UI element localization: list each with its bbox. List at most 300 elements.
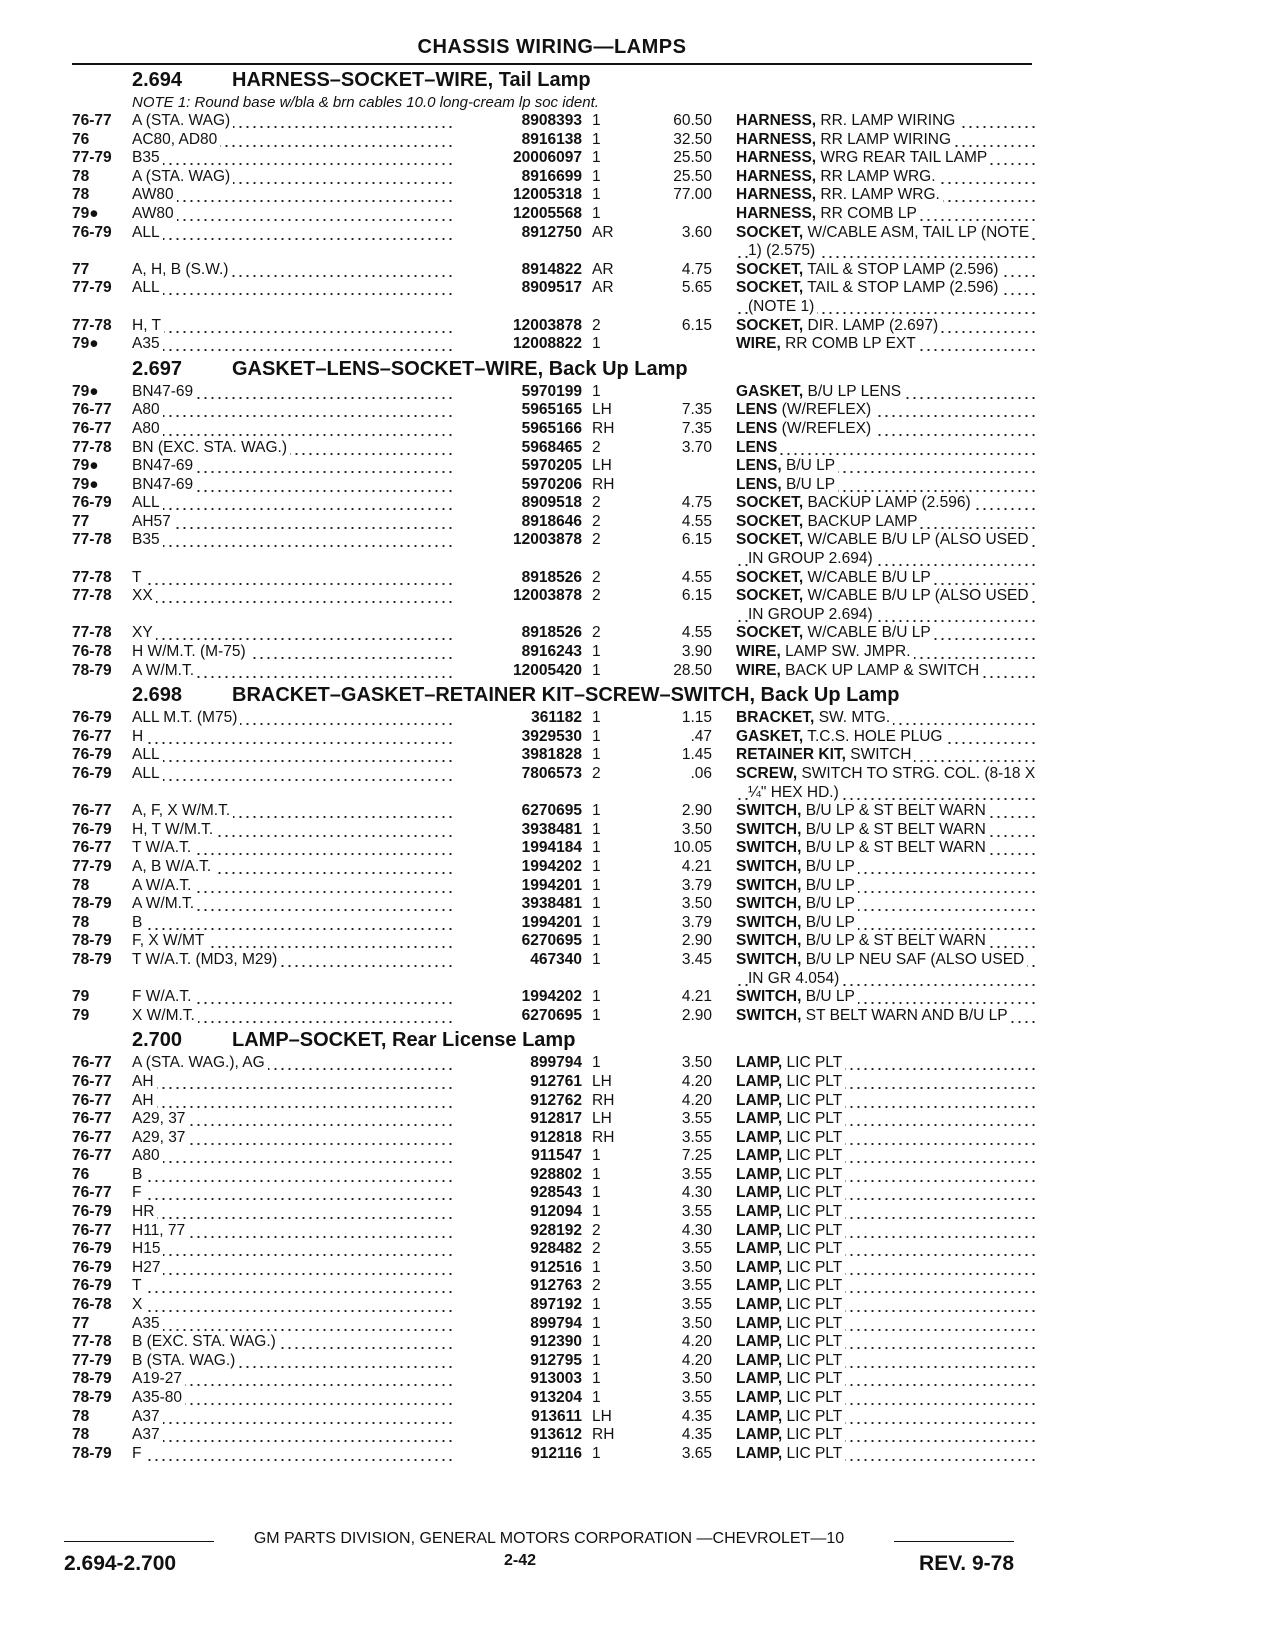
table-row [72, 279, 1032, 298]
section-heading [132, 69, 1032, 92]
description [736, 1277, 1036, 1296]
description-text [736, 821, 989, 838]
description [736, 1408, 1036, 1427]
description-text [736, 895, 858, 912]
part-number: 8918646 [521, 512, 582, 530]
price: 3.90 [681, 643, 712, 661]
application [132, 951, 454, 970]
model-year: 77-79 [72, 279, 112, 297]
description-detail: B/U LP [805, 857, 855, 875]
table-row [72, 1408, 1032, 1427]
quantity: 1 [592, 1444, 601, 1462]
description-text [736, 728, 945, 745]
description [736, 624, 1036, 643]
model-year: 76-77 [72, 1110, 112, 1128]
price: 2.90 [681, 802, 712, 820]
price: 60.50 [673, 112, 712, 129]
description-detail: WRG REAR TAIL LAMP [820, 149, 988, 167]
description [736, 168, 1036, 187]
description-detail: B/U LP & ST BELT WARN [805, 932, 986, 950]
section-title: HARNESS–SOCKET–WIRE, Tail Lamp [232, 69, 591, 91]
quantity: 2 [592, 568, 601, 586]
description-detail: (W/REFLEX) [781, 419, 872, 437]
description-text [736, 802, 989, 819]
description-text [736, 1054, 845, 1071]
application [132, 988, 454, 1007]
price: 3.45 [681, 950, 712, 968]
application [132, 383, 454, 402]
model-year: 78 [72, 1426, 90, 1444]
table-row [72, 569, 1032, 588]
description-text [736, 224, 1032, 241]
table-row [72, 1007, 1032, 1026]
table-row [72, 131, 1032, 150]
quantity: 1 [592, 1006, 601, 1024]
description-text [736, 587, 1032, 604]
section-title: LAMP–SOCKET, Rear License Lamp [232, 1029, 576, 1052]
description-detail: W/CABLE B/U LP (ALSO USED [807, 531, 1029, 549]
application [132, 1203, 454, 1222]
application [132, 746, 454, 765]
description [736, 1352, 1036, 1371]
application [132, 802, 454, 821]
price: 4.30 [681, 1221, 712, 1239]
description-noun: LAMP, [736, 1203, 783, 1221]
description-text [736, 1222, 845, 1239]
part-number: 12003878 [513, 587, 582, 605]
part-number: 912094 [530, 1203, 582, 1221]
application [132, 1408, 454, 1427]
table-row [72, 335, 1032, 354]
description-noun: SOCKET, [736, 512, 804, 530]
model-year: 77 [72, 512, 90, 530]
description-text [736, 186, 943, 203]
price: 4.55 [681, 512, 712, 530]
description-detail: ¼" HEX HD.) [748, 783, 839, 801]
description-text [736, 1277, 845, 1294]
description-text [736, 1184, 845, 1201]
application [132, 765, 454, 784]
footer-rule-right [894, 1541, 1014, 1542]
table-row [72, 877, 1032, 896]
quantity: 2 [592, 587, 601, 605]
application-text: H, T [132, 317, 164, 334]
model-year: 76-77 [72, 419, 112, 437]
description [736, 457, 1036, 476]
table-row [72, 643, 1032, 662]
table-row [72, 1222, 1032, 1241]
part-number: 8916699 [521, 167, 582, 185]
application [132, 1315, 454, 1334]
description-noun: LENS, [736, 457, 782, 475]
description [736, 205, 1036, 224]
section-title: BRACKET–GASKET–RETAINER KIT–SCREW–SWITCH, Back Up Lamp [232, 684, 900, 707]
application-text: T [132, 1277, 144, 1294]
application [132, 1073, 454, 1092]
table-row [72, 839, 1032, 858]
part-number: 3938481 [521, 820, 582, 838]
section-heading [132, 358, 1032, 381]
part-number: 5965165 [521, 401, 582, 419]
application-text: A, B W/A.T. [132, 858, 214, 875]
application-text: A, H, B (S.W.) [132, 261, 231, 278]
price: 3.50 [681, 1054, 712, 1072]
model-year: 76-77 [72, 401, 112, 419]
part-number: 6270695 [521, 932, 582, 950]
price: .47 [690, 727, 712, 745]
table-row [72, 1426, 1032, 1445]
quantity: 1 [592, 727, 601, 745]
price: 25.50 [673, 149, 712, 167]
description-noun: SWITCH, [736, 802, 802, 820]
application [132, 317, 454, 336]
description-noun: LAMP, [736, 1258, 783, 1276]
model-year: 76-77 [72, 727, 112, 745]
description [736, 728, 1036, 747]
description-noun: LAMP, [736, 1054, 783, 1072]
quantity: 2 [592, 438, 601, 456]
model-year: 76-77 [72, 802, 112, 820]
description-text [736, 1092, 845, 1109]
description-noun: LENS [736, 419, 778, 437]
section-heading [132, 1029, 1032, 1052]
description-noun: SWITCH, [736, 876, 802, 894]
description [736, 1203, 1036, 1222]
quantity: 1 [592, 382, 601, 400]
part-number: 912817 [530, 1110, 582, 1128]
description-noun: LAMP, [736, 1221, 783, 1239]
section-note: NOTE 1: Round base w/bla & brn cables 10.0 long-cream lp soc ident. [132, 94, 599, 111]
price: 2.90 [681, 932, 712, 950]
part-number: 7806573 [521, 765, 582, 782]
price: 4.20 [681, 1091, 712, 1109]
description [736, 839, 1036, 858]
quantity: 2 [592, 1277, 601, 1295]
description [736, 279, 1036, 298]
description-noun: SWITCH, [736, 932, 802, 950]
application-text: A19-27 [132, 1370, 185, 1387]
application [132, 858, 454, 877]
description-noun: SOCKET, [736, 279, 804, 297]
description-text [736, 951, 1027, 968]
application [132, 531, 454, 550]
table-row [72, 401, 1032, 420]
description-detail: W/CABLE B/U LP (ALSO USED [807, 587, 1029, 605]
description-detail: LIC PLT [786, 1258, 843, 1276]
description-detail: LIC PLT [786, 1370, 843, 1388]
price: 32.50 [673, 130, 712, 148]
description [736, 802, 1036, 821]
description-detail: SW. MTG. [818, 709, 891, 727]
quantity: 1 [592, 112, 601, 129]
description-text [736, 476, 838, 493]
description-text [736, 1240, 845, 1257]
description-detail: DIR. LAMP (2.697) [807, 316, 939, 334]
application-text: AH [132, 1092, 157, 1109]
quantity: RH [592, 1426, 615, 1444]
part-number: 467340 [530, 950, 582, 968]
description-text [736, 420, 874, 437]
description [736, 914, 1036, 933]
description-noun: SCREW, [736, 765, 798, 782]
model-year: 76-79 [72, 765, 112, 782]
description-detail: W/CABLE B/U LP [807, 568, 931, 586]
quantity: 1 [592, 1351, 601, 1369]
application-text: BN47-69 [132, 457, 196, 474]
description [736, 1333, 1036, 1352]
description-detail: LIC PLT [786, 1277, 843, 1295]
application-text: B [132, 914, 145, 931]
price: 1.45 [681, 746, 712, 764]
description [736, 951, 1036, 970]
page-title: CHASSIS WIRING—LAMPS [417, 36, 687, 58]
price: 25.50 [673, 167, 712, 185]
page-footer [64, 1530, 1034, 1576]
price: 7.35 [681, 401, 712, 419]
description [736, 784, 1036, 803]
application-text: A (STA. WAG.), AG [132, 1054, 268, 1071]
quantity: LH [592, 401, 612, 419]
application [132, 131, 454, 150]
description-detail: RR. LAMP WRG. [820, 186, 940, 204]
table-row [72, 802, 1032, 821]
price: 3.70 [681, 438, 712, 456]
model-year: 77-78 [72, 568, 112, 586]
part-number: 1994201 [521, 876, 582, 894]
description-detail: LIC PLT [786, 1203, 843, 1221]
quantity: 2 [592, 624, 601, 642]
description-detail: RR. LAMP WIRING [820, 112, 956, 129]
quantity: 1 [592, 746, 601, 764]
part-number: 5970199 [521, 382, 582, 400]
quantity: AR [592, 223, 614, 241]
description [736, 970, 1036, 989]
header-rule [72, 63, 1032, 65]
footer-rule-left [64, 1541, 214, 1542]
model-year: 77-78 [72, 587, 112, 605]
application [132, 112, 454, 131]
description-noun: SOCKET, [736, 223, 804, 241]
price: 4.20 [681, 1351, 712, 1369]
quantity: RH [592, 1128, 615, 1146]
application-text: ALL [132, 224, 163, 241]
description-text [736, 662, 982, 679]
description-noun: LAMP, [736, 1147, 783, 1165]
application-text: H [132, 728, 146, 745]
description-noun: SOCKET, [736, 316, 804, 334]
description-detail: TAIL & STOP LAMP (2.596) [807, 279, 999, 297]
description-detail: LIC PLT [786, 1296, 843, 1314]
description-text [736, 746, 914, 763]
application [132, 149, 454, 168]
part-number: 913204 [530, 1389, 582, 1406]
price: 28.50 [673, 661, 712, 679]
description-detail: IN GR 4.054) [748, 969, 840, 987]
part-number: 899794 [530, 1054, 582, 1072]
description-detail: BACKUP LAMP [807, 512, 918, 530]
table-row [72, 261, 1032, 280]
application-text: X W/M.T. [132, 1007, 198, 1024]
price: 6.15 [681, 316, 712, 334]
model-year: 79● [72, 475, 99, 493]
quantity: AR [592, 260, 614, 278]
quantity: AR [592, 279, 614, 297]
description-detail: (NOTE 1) [748, 297, 815, 315]
description-text [736, 932, 989, 949]
table-row [72, 662, 1032, 681]
description-noun: SWITCH, [736, 857, 802, 875]
description [736, 1166, 1036, 1185]
description-text [736, 457, 838, 474]
part-number: 1994202 [521, 988, 582, 1006]
table-row [72, 1259, 1032, 1278]
description [736, 1315, 1036, 1334]
quantity: 1 [592, 149, 601, 167]
application [132, 1166, 454, 1185]
application [132, 279, 454, 298]
quantity: LH [592, 457, 612, 475]
model-year: 78-79 [72, 1370, 112, 1388]
description-noun: SWITCH, [736, 988, 802, 1006]
quantity: 1 [592, 130, 601, 148]
description-noun: LENS, [736, 475, 782, 493]
description-text [736, 1445, 845, 1462]
part-number: 5970206 [521, 475, 582, 493]
table-row [72, 1445, 1032, 1464]
quantity: 1 [592, 1333, 601, 1351]
quantity: 1 [592, 988, 601, 1006]
table-row [72, 494, 1032, 513]
model-year: 76-79 [72, 223, 112, 241]
part-number: 5970205 [521, 457, 582, 475]
model-year: 76-79 [72, 1203, 112, 1221]
description-detail: B/U LP NEU SAF (ALSO USED [805, 950, 1025, 968]
model-year: 78 [72, 186, 90, 204]
description-noun: LENS [736, 401, 778, 419]
price: 3.50 [681, 1258, 712, 1276]
application [132, 1184, 454, 1203]
description [736, 587, 1036, 606]
part-number: 8914822 [521, 260, 582, 278]
section-number: 2.694 [132, 69, 183, 91]
description [736, 1426, 1036, 1445]
description [736, 149, 1036, 168]
model-year: 77 [72, 260, 90, 278]
description-detail: B/U LP [805, 988, 855, 1006]
application [132, 261, 454, 280]
application [132, 1129, 454, 1148]
description-noun: HARNESS, [736, 186, 817, 204]
quantity: 1 [592, 1389, 601, 1406]
description-noun: SWITCH, [736, 913, 802, 931]
application-text: XY [132, 624, 156, 641]
model-year: 79 [72, 1006, 90, 1024]
description-text [736, 569, 934, 586]
price: 1.15 [681, 709, 712, 727]
description-noun: SWITCH, [736, 950, 802, 968]
table-row [72, 624, 1032, 643]
description-text [736, 1315, 845, 1332]
part-number: 1994201 [521, 913, 582, 931]
footer-division-line [64, 1530, 1034, 1550]
description [736, 765, 1036, 784]
model-year: 78-79 [72, 895, 112, 913]
description-text [736, 279, 1001, 296]
part-number: 12005420 [513, 661, 582, 679]
description [736, 186, 1036, 205]
table-row [72, 531, 1032, 550]
quantity: 1 [592, 950, 601, 968]
application-text: A80 [132, 1147, 163, 1164]
quantity: 1 [592, 876, 601, 894]
part-number: 912762 [530, 1091, 582, 1109]
description-noun: LAMP, [736, 1091, 783, 1109]
model-year: 77-78 [72, 624, 112, 642]
description-noun: WIRE, [736, 643, 781, 661]
application [132, 624, 454, 643]
price: 4.20 [681, 1072, 712, 1090]
application-text: AH [132, 1073, 157, 1090]
description [736, 606, 1036, 625]
table-row [72, 1333, 1032, 1352]
footer-bottom [64, 1552, 1034, 1576]
table-row [72, 1184, 1032, 1203]
model-year: 76-77 [72, 1072, 112, 1090]
description-detail: LIC PLT [786, 1054, 843, 1072]
price: 3.60 [681, 223, 712, 241]
description [736, 1054, 1036, 1073]
quantity: 2 [592, 531, 601, 549]
description-detail: BACKUP LAMP (2.596) [807, 494, 971, 512]
description [736, 1370, 1036, 1389]
description-noun: WIRE, [736, 661, 781, 679]
description [736, 821, 1036, 840]
quantity: 1 [592, 1314, 601, 1332]
price: 3.50 [681, 895, 712, 913]
model-year: 77-78 [72, 316, 112, 334]
description-detail: B/U LP [805, 895, 855, 913]
table-row [72, 186, 1032, 205]
description-detail: B/U LP [785, 457, 836, 475]
model-year: 76-79 [72, 709, 112, 727]
price: 3.55 [681, 1296, 712, 1314]
model-year: 77-79 [72, 857, 112, 875]
table-row [72, 858, 1032, 877]
model-year: 76-78 [72, 643, 112, 661]
quantity: 1 [592, 857, 601, 875]
application [132, 1092, 454, 1111]
description-noun: HARNESS, [736, 130, 817, 148]
application-text: HR [132, 1203, 157, 1220]
table-row [72, 112, 1032, 131]
description-text [736, 1129, 845, 1146]
quantity: LH [592, 1072, 612, 1090]
quantity: 1 [592, 932, 601, 950]
description-noun: RETAINER KIT, [736, 746, 846, 764]
table-row [72, 1370, 1032, 1389]
description-text [736, 494, 974, 511]
model-year: 77-78 [72, 1333, 112, 1351]
description-detail: B/U LP LENS [807, 382, 902, 400]
description-text [748, 784, 842, 801]
price: 3.79 [681, 913, 712, 931]
description-noun: LAMP, [736, 1110, 783, 1128]
model-year: 76 [72, 1165, 90, 1183]
description-text [736, 1296, 845, 1313]
model-year: 77 [72, 1314, 90, 1332]
description-noun: LENS [736, 438, 778, 456]
application [132, 168, 454, 187]
